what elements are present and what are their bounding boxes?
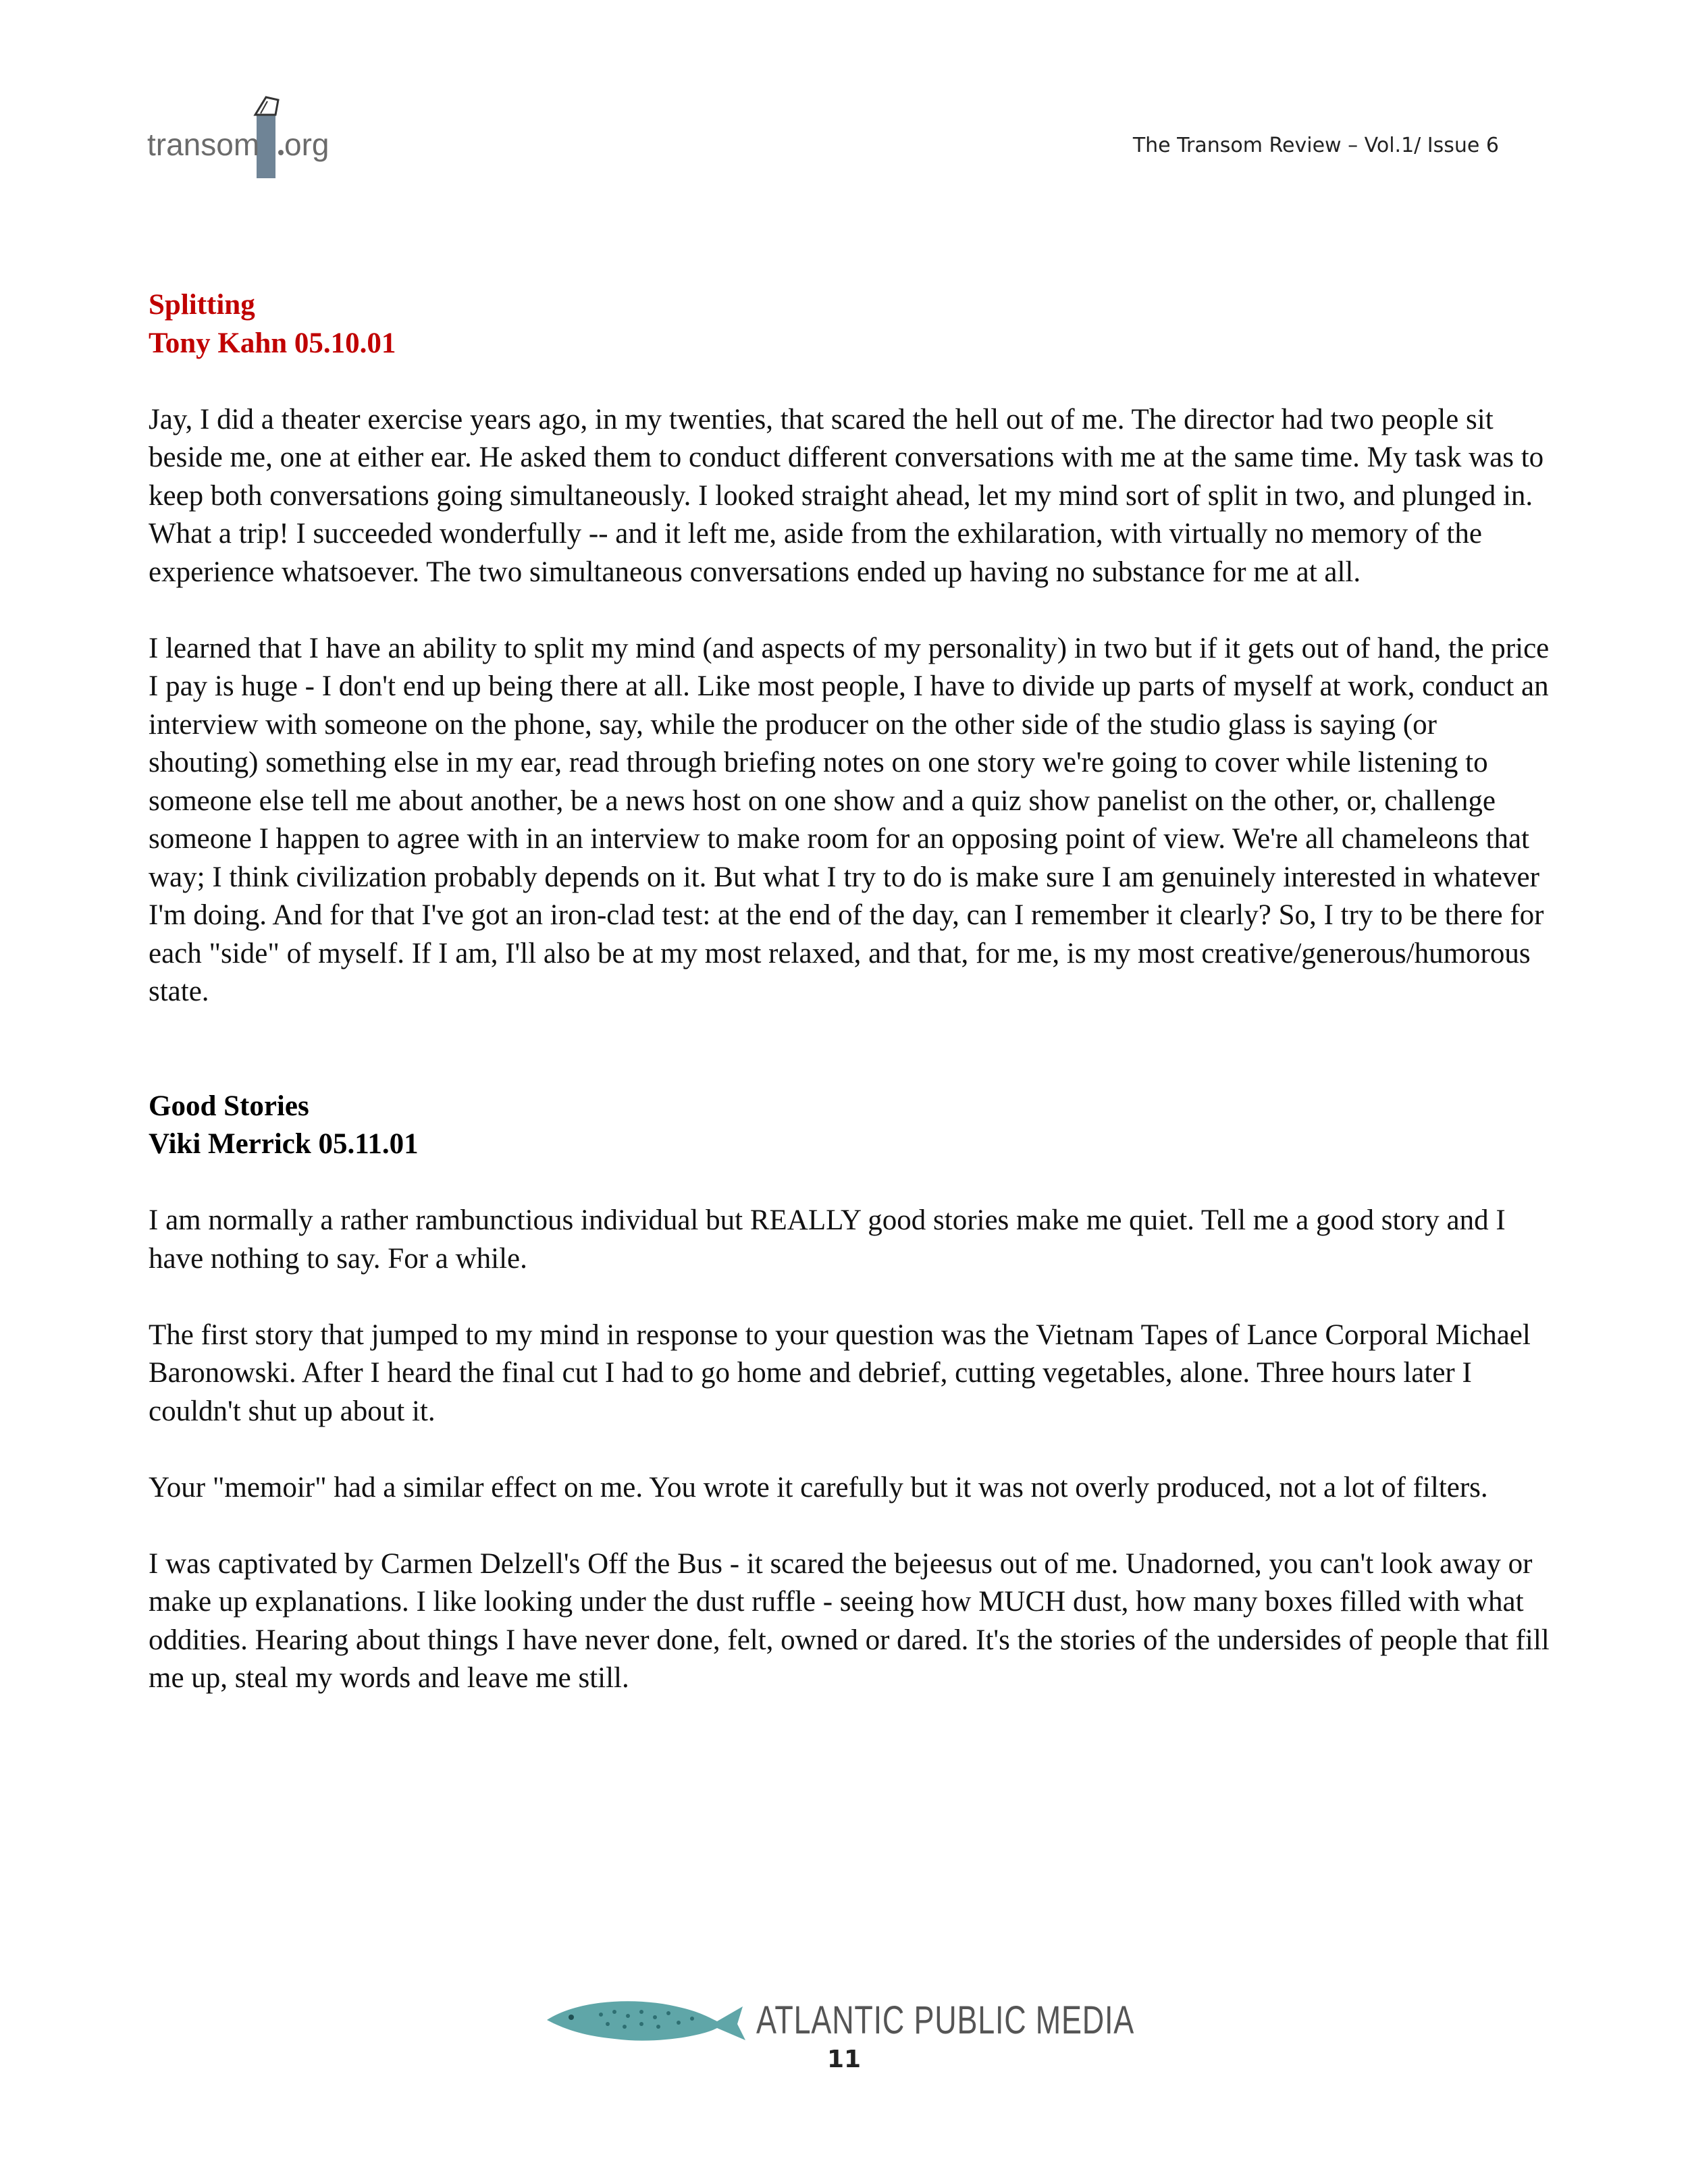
section-title: Splitting	[149, 289, 255, 321]
section-byline: Viki Merrick 05.11.01	[149, 1128, 419, 1160]
paragraph: I was captivated by Carmen Delzell's Off the Bus - it scared the bejeesus out of me. Unadorned, you can't look away or make up explanations. I like looking under the dust ruffle - seeing how MUCH dust, how many boxes filled with what oddities. Hearing about things I have never done, felt, owned or dared. It's the stories of the undersides of people that fill me up, steal my words and leave me still.	[149, 1547, 1550, 1694]
section-byline: Tony Kahn 05.10.01	[149, 327, 396, 359]
running-head: The Transom Review – Vol.1/ Issue 6	[1132, 134, 1499, 157]
section-good-stories	[149, 1088, 1553, 1698]
transom-logo	[147, 95, 336, 182]
fish-icon	[540, 1985, 1148, 2052]
article-body	[149, 286, 1553, 1736]
paragraph: I am normally a rather rambunctious individual but REALLY good stories make me quiet. Tell me a good story and I have nothing to say. For a while.	[149, 1204, 1506, 1275]
atlantic-public-media-logo	[540, 1985, 1148, 2052]
logo-text-left: transom	[147, 127, 260, 162]
section-spacer	[149, 1049, 1553, 1088]
logo-text-right: org	[284, 127, 329, 162]
section-heading	[149, 286, 1553, 363]
paragraph: I learned that I have an ability to split my mind (and aspects of my personality) in two but if it gets out of hand, the price I pay is huge - I don't end up being there at all. Like most people, I have to divide up parts of myself at work, conduct an interview with someone on the phone, say, while the producer on the other side of the studio glass is saying (or shouting) something else in my ear, read through briefing notes on one story we're going to cover while listening to someone else tell me about another, be a news host on one show and a quiz show panelist on the other, or, challenge someone I happen to agree with in an interview to make room for an opposing point of view. We're all chameleons that way; I think civilization probably depends on it. But what I try to do is make sure I am genuinely interested in whatever I'm doing. And for that I've got an iron-clad test: at the end of the day, can I remember it clearly? So, I try to be there for each "side" of myself. If I am, I'll also be at my most relaxed, and that, for me, is my most creative/generous/humorous state.	[149, 632, 1550, 1007]
section-title: Good Stories	[149, 1090, 309, 1122]
transom-logo-icon	[147, 95, 336, 182]
section-splitting	[149, 286, 1553, 1011]
section-heading	[149, 1088, 1553, 1164]
paragraph: Your "memoir" had a similar effect on me. You wrote it carefully but it was not overly produced, not a lot of filters.	[149, 1471, 1488, 1503]
paragraph: The first story that jumped to my mind in response to your question was the Vietnam Tapes of Lance Corporal Michael Baronowski. After I heard the final cut I had to go home and debrief, cutting vegetables, alone. Three hours later I couldn't shut up about it.	[149, 1319, 1531, 1427]
paragraph: Jay, I did a theater exercise years ago, in my twenties, that scared the hell out of me. The director had two people sit beside me, one at either ear. He asked them to conduct different conversations with me at the same time. My task was to keep both conversations going simultaneously. I looked straight ahead, let my mind sort of split in two, and plunged in. What a trip! I succeeded wonderfully -- and it left me, aside from the exhilaration, with virtually no memory of the experience whatsoever. The two simultaneous conversations ended up having no substance for me at all.	[149, 403, 1544, 588]
page-number: 11	[826, 2046, 862, 2073]
footer-logo-text: ATLANTIC PUBLIC MEDIA	[756, 1998, 1134, 2042]
